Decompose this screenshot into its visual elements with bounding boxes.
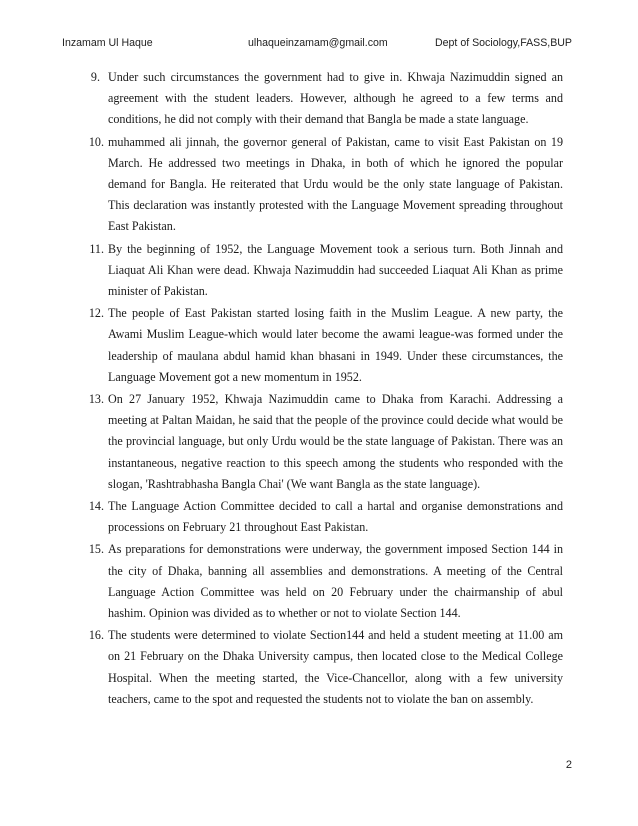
list-item-text: The students were determined to violate Section144 and held a student meeting at 11.00 am on 21 February on the Dhaka University campus, then located close to the Medical College Hospital. When the meeting started, the Vice-Chancellor, along with a few university teachers, came to the spot and requested the students not to violate the ban on assembly. [108,628,563,706]
header-department: Dept of Sociology,FASS,BUP [435,37,572,49]
list-item-text: On 27 January 1952, Khwaja Nazimuddin came to Dhaka from Karachi. Addressing a meeting at Paltan Maidan, he said that the people of the province could decide what would be the provincial language, but only Urdu would be the state language of Pakistan. There was an instantaneous, negative reaction to this speech among the students who responded with the slogan, 'Rashtrabhasha Bangla Chai' (We want Bangla as the state language). [108,392,563,491]
header-email: ulhaqueinzamam@gmail.com [248,37,388,49]
list-item-text: As preparations for demonstrations were underway, the government imposed Section 144 in the city of Dhaka, banning all assemblies and demonstrations. A meeting of the Central Language Action Committee was held on 20 February under the chairmanship of abul hashim. Opinion was divided as to whether or not to violate Section 144. [108,542,563,621]
page-number: 2 [565,759,572,771]
list-item [72,67,563,131]
list-item [72,389,563,495]
list-item [72,303,563,388]
list-item-number: 16. [88,628,104,643]
list-item [72,496,563,538]
list-item [72,132,563,238]
list-item-number: 13. [88,392,104,407]
list-item-text: muhammed ali jinnah, the governor general of Pakistan, came to visit East Pakistan on 19 March. He addressed two meetings in Dhaka, in both of which he ignored the popular demand for Bangla. He reiterated that Urdu would be the only state language of Pakistan. This declaration was instantly protested with the Language Movement spreading throughout East Pakistan. [108,134,563,234]
list-item-number: 10. [88,134,104,149]
list-item-number: 14. [88,499,104,514]
list-item-text: Under such circumstances the government had to give in. Khwaja Nazimuddin signed an agreement with the student leaders. However, although he agreed to a few terms and conditions, he did not comply with their demand that Bangla be made a state language. [108,70,563,127]
list-item-number: 11. [89,241,104,256]
list-item [72,625,563,710]
header-author: Inzamam Ul Haque [62,37,153,49]
numbered-list [72,67,563,711]
list-item-number: 9. [90,70,100,84]
list-item-number: 12. [88,306,104,321]
list-item-text: The people of East Pakistan started losing faith in the Muslim League. A new party, the Awami Muslim League-which would later become the awami league-was formed under the leadership of maulana abdul hamid khan bhasani in 1949. Under these circumstances, the Language Movement got a new momentum in 1952. [108,306,563,384]
page-header [62,37,572,53]
list-item-text: By the beginning of 1952, the Language Movement took a serious turn. Both Jinnah and Liaquat Ali Khan were dead. Khwaja Nazimuddin had succeeded Liaquat Ali Khan as prime minister of Pakistan. [108,241,563,299]
list-item [72,539,563,624]
list-item-text: The Language Action Committee decided to call a hartal and organise demonstrations and processions on February 21 throughout East Pakistan. [108,499,563,535]
list-item-number: 15. [88,542,104,557]
list-item [72,239,563,303]
